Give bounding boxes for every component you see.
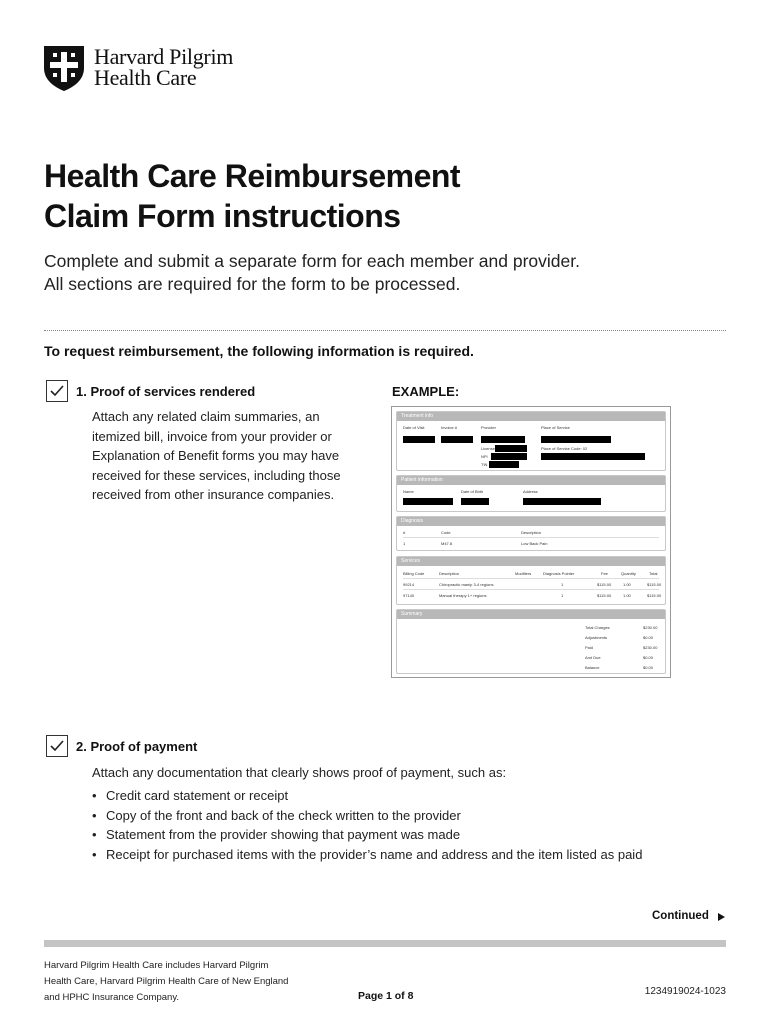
example-panel-treatment xyxy=(396,411,666,471)
column-label: Total xyxy=(649,571,658,576)
summary-label: Balance xyxy=(585,665,600,670)
redacted-block xyxy=(403,436,435,443)
table-cell: 1 xyxy=(561,593,564,598)
column-label: Place of Service xyxy=(541,425,570,430)
table-cell: 99214 xyxy=(403,582,415,587)
provider-prefix: TIN xyxy=(481,462,488,467)
section2-intro: Attach any documentation that clearly shows proof of payment, such as: xyxy=(92,765,507,780)
payment-proof-list xyxy=(92,786,642,864)
summary-label: Total Charges xyxy=(585,625,610,630)
page-title-line2: Claim Form instructions xyxy=(44,198,401,234)
example-panel-patient xyxy=(396,475,666,512)
example-label: EXAMPLE: xyxy=(392,384,460,399)
column-label: Description xyxy=(439,571,460,576)
column-label: Name xyxy=(403,489,414,494)
summary-value: $0.00 xyxy=(643,635,654,640)
list-item: • Copy of the front and back of the check written to the provider xyxy=(92,806,642,826)
summary-label: Adjustments xyxy=(585,635,608,640)
redacted-block xyxy=(481,436,525,443)
column-label: Diagnosis Pointer xyxy=(543,571,575,576)
column-label: Invoice # xyxy=(441,425,458,430)
redacted-block xyxy=(541,436,611,443)
section1-line: received from other insurance companies. xyxy=(92,487,335,502)
page-title-line1: Health Care Reimbursement xyxy=(44,158,461,194)
table-cell: 1.00 xyxy=(623,582,631,587)
table-rule xyxy=(403,578,659,579)
summary-label: Paid xyxy=(585,645,594,650)
example-panel-diagnosis xyxy=(396,516,666,551)
section1-line: Explanation of Benefit forms you may have xyxy=(92,448,340,463)
provider-prefix: License xyxy=(481,446,495,451)
column-label: Date of Visit xyxy=(403,425,425,430)
table-cell: 97140 xyxy=(403,593,415,598)
section1-checkbox xyxy=(46,380,68,402)
brand-name-line1: Harvard Pilgrim xyxy=(94,44,234,69)
table-cell: $115.00 xyxy=(597,593,612,598)
redacted-block xyxy=(403,498,453,505)
subtitle-line1: Complete and submit a separate form for each member and provider. xyxy=(44,251,580,271)
section1-line: itemized bill, invoice from your provider or xyxy=(92,428,332,444)
column-label: Address xyxy=(523,489,538,494)
section1-description xyxy=(92,407,372,505)
table-cell: Low Back Pain xyxy=(521,541,548,546)
panel-header: Diagnosis xyxy=(397,517,665,526)
page-subtitle xyxy=(44,250,724,296)
place-detail: Place of Service Code: 02 xyxy=(541,446,588,451)
brand-logo xyxy=(42,44,252,96)
table-rule xyxy=(403,537,659,538)
table-cell: Chiropractic manip 3-4 regions xyxy=(439,582,494,587)
example-panel-services xyxy=(396,556,666,605)
table-cell: 1 xyxy=(561,582,564,587)
summary-value: $230.00 xyxy=(643,645,658,650)
brand-name xyxy=(94,46,233,88)
section-divider xyxy=(44,330,726,331)
section1-line: received for these services, including those xyxy=(92,467,341,483)
column-label: Code xyxy=(441,530,451,535)
column-label: # xyxy=(403,530,406,535)
arrow-right-icon xyxy=(718,913,725,921)
section1-line: Attach any related claim summaries, an xyxy=(92,409,320,424)
panel-header: Patient information xyxy=(397,476,665,485)
summary-value: $0.00 xyxy=(643,665,654,670)
footer-rule xyxy=(44,940,726,947)
redacted-block xyxy=(523,498,601,505)
check-icon xyxy=(49,383,65,399)
panel-header: Summary xyxy=(397,610,665,619)
section2-title: 2. Proof of payment xyxy=(76,739,198,754)
redacted-block xyxy=(441,436,473,443)
brand-name-line2: Health Care xyxy=(94,65,197,90)
continued-label: Continued xyxy=(652,910,709,922)
table-cell: $115.00 xyxy=(647,593,662,598)
shield-cross-logo-icon xyxy=(42,44,86,92)
column-label: Description xyxy=(521,530,542,535)
footer-disclaimer xyxy=(44,958,324,1006)
required-info-heading: To request reimbursement, the following information is required. xyxy=(44,343,474,359)
column-label: Quantity xyxy=(621,571,636,576)
footer-line: and HPHC Insurance Company. xyxy=(44,992,179,1003)
summary-label: Amt Due xyxy=(585,655,601,660)
redacted-block xyxy=(541,453,645,460)
panel-header: Treatment info xyxy=(397,412,665,421)
example-claim-document xyxy=(391,406,671,678)
column-label: Billing Code xyxy=(403,571,425,576)
section2-checkbox xyxy=(46,735,68,757)
redacted-block xyxy=(461,498,489,505)
list-item: • Credit card statement or receipt xyxy=(92,786,642,806)
redacted-block xyxy=(491,453,527,460)
table-rule xyxy=(403,589,659,590)
check-icon xyxy=(49,738,65,754)
summary-value: $230.00 xyxy=(643,625,658,630)
table-cell: M47.8 xyxy=(441,541,453,546)
table-cell: Manual therapy 1+ regions xyxy=(439,593,487,598)
section1-title: 1. Proof of services rendered xyxy=(76,384,256,399)
footer-line: Harvard Pilgrim Health Care includes Harvard Pilgrim xyxy=(44,960,269,971)
redacted-block xyxy=(495,445,527,452)
footer-line: Health Care, Harvard Pilgrim Health Care of New England xyxy=(44,976,289,987)
table-cell: 1.00 xyxy=(623,593,631,598)
page-number: Page 1 of 8 xyxy=(358,990,414,1002)
table-cell: $115.00 xyxy=(597,582,612,587)
panel-header: Services xyxy=(397,557,665,566)
list-item: • Statement from the provider showing that payment was made xyxy=(92,825,642,845)
column-label: Provider xyxy=(481,425,496,430)
column-label: Fee xyxy=(601,571,608,576)
column-label: Modifiers xyxy=(515,571,532,576)
subtitle-line2: All sections are required for the form to be processed. xyxy=(44,274,461,294)
column-label: Date of Birth xyxy=(461,489,484,494)
summary-value: $0.00 xyxy=(643,655,654,660)
page-title xyxy=(44,156,644,236)
provider-prefix: NPI xyxy=(481,454,488,459)
redacted-block xyxy=(489,461,519,468)
table-cell: $115.00 xyxy=(647,582,662,587)
table-cell: 1 xyxy=(403,541,406,546)
form-code: 1234919024-1023 xyxy=(644,986,726,997)
list-item: • Receipt for purchased items with the provider’s name and address and the item listed as paid xyxy=(92,845,642,865)
example-panel-summary xyxy=(396,609,666,674)
